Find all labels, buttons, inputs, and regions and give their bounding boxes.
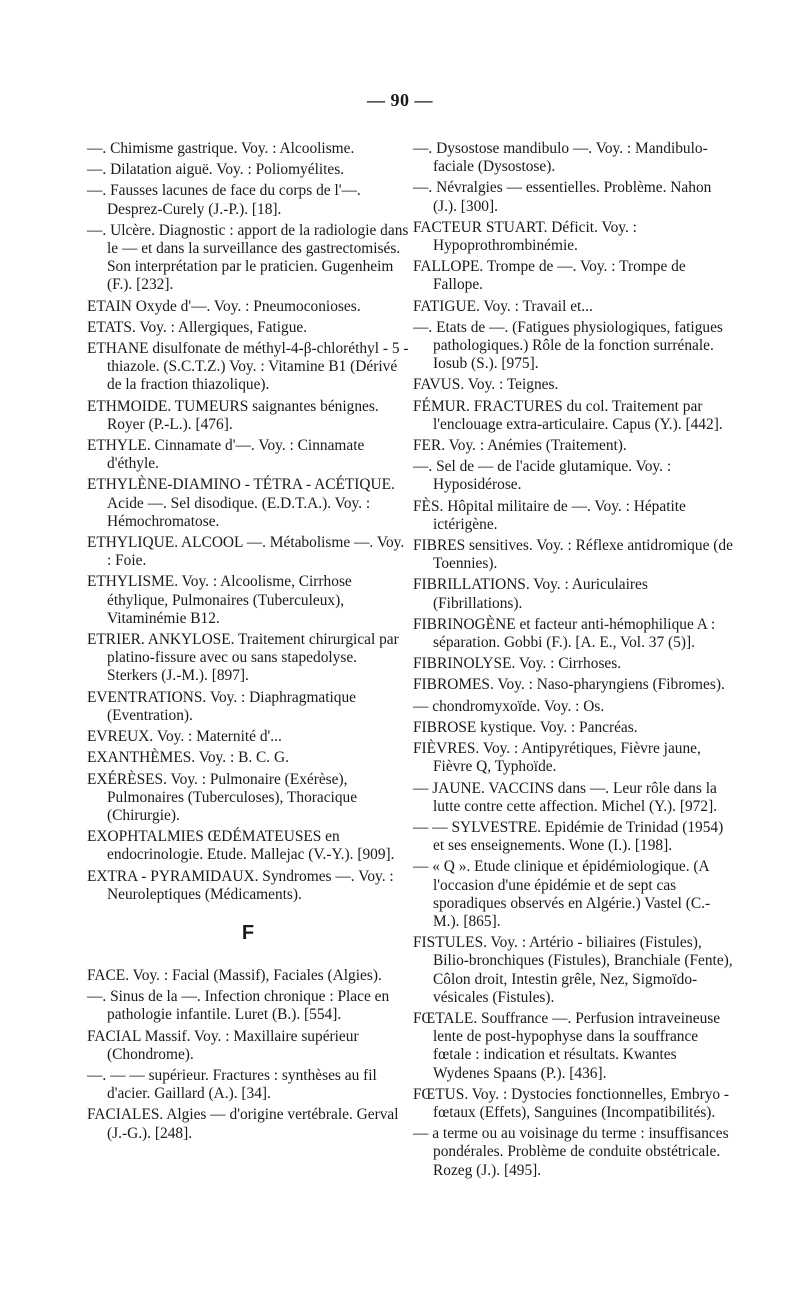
index-entry: FIBRINOGÈNE et facteur anti-hémophilique A : séparation. Gobbi (F.). [A. E., Vol. 37 (5)].: [413, 615, 716, 652]
index-entry: — JAUNE. VACCINS dans —. Leur rôle dans la lutte contre cette affection. Michel (Y.). [972].: [413, 779, 718, 815]
index-entry: ETAIN Oxyde d'—. Voy. : Pneumoconioses.: [87, 297, 361, 315]
index-entry: FIBRINOLYSE. Voy. : Cirrhoses.: [413, 655, 622, 673]
index-entry: ETHANE disulfonate de méthyl-4-β-chloréthyl - 5 - thiazole. (S.C.T.Z.) Voy. : Vitamine B1 (Dérivé de la fraction thiazolique).: [87, 340, 409, 394]
right-entries: [413, 140, 735, 1180]
index-entry: ETRIER. ANKYLOSE. Traitement chirurgical par platino-fissure avec ou sans stapedolyse. Sterkers (J.-M.). [897].: [87, 631, 399, 685]
index-entry: ETATS. Voy. : Allergiques, Fatigue.: [87, 318, 308, 336]
index-entry: ETHYLÈNE-DIAMINO - TÉTRA - ACÉTIQUE. Acide —. Sel disodique. (E.D.T.A.). Voy. : Hémochromatose.: [87, 476, 395, 530]
index-entry: ETHYLE. Cinnamate d'—. Voy. : Cinnamate d'éthyle.: [87, 437, 365, 473]
index-entry: FŒTUS. Voy. : Dystocies fonctionnelles, Embryo - fœtaux (Effets), Sanguines (Incompatibilités).: [413, 1085, 730, 1121]
index-entry: FIBRES sensitives. Voy. : Réflexe antidromique (de Toennies).: [413, 537, 733, 573]
right-column: [413, 140, 735, 1183]
index-entry: —. Fausses lacunes de face du corps de l'—. Desprez-Curely (J.-P.). [18].: [87, 182, 361, 218]
index-entry: FATIGUE. Voy. : Travail et...: [413, 297, 593, 315]
index-entry: FÉMUR. FRACTURES du col. Traitement par l'enclouage extra-articulaire. Capus (Y.). [442].: [413, 397, 723, 433]
index-entry: — chondromyxoïde. Voy. : Os.: [413, 697, 605, 715]
index-entry: FIBROSE kystique. Voy. : Pancréas.: [413, 718, 638, 736]
index-entry: EVREUX. Voy. : Maternité d'...: [87, 728, 282, 746]
index-entry: —. Dilatation aiguë. Voy. : Poliomyélites.: [87, 161, 345, 179]
index-entry: —. Dysostose mandibulo —. Voy. : Mandibulo-faciale (Dysostose).: [413, 140, 708, 176]
index-entry: —. Sel de — de l'acide glutamique. Voy. : Hyposidérose.: [413, 458, 672, 494]
index-entry: EVENTRATIONS. Voy. : Diaphragmatique (Eventration).: [87, 688, 357, 724]
index-entry: EXTRA - PYRAMIDAUX. Syndromes —. Voy. : Neuroleptiques (Médicaments).: [87, 867, 394, 903]
left-entries: [87, 140, 409, 904]
left-f-entries: [87, 967, 409, 1143]
index-entry: ETHYLISME. Voy. : Alcoolisme, Cirrhose éthylique, Pulmonaires (Tuberculeux), Vitaminémie B12.: [87, 573, 352, 627]
index-entry: FACE. Voy. : Facial (Massif), Faciales (Algies).: [87, 966, 382, 984]
index-entry: ETHMOIDE. TUMEURS saignantes bénignes. Royer (P.-L.). [476].: [87, 397, 379, 433]
index-entry: ETHYLIQUE. ALCOOL —. Métabolisme —. Voy. : Foie.: [87, 534, 405, 570]
index-entry: FACTEUR STUART. Déficit. Voy. : Hypoprothrombinémie.: [413, 218, 637, 255]
index-entry: FALLOPE. Trompe de —. Voy. : Trompe de Fallope.: [413, 258, 686, 294]
left-column: [87, 140, 409, 1146]
index-entry: FÈS. Hôpital militaire de —. Voy. : Hépatite ictérigène.: [413, 497, 686, 533]
index-entry: — — SYLVESTRE. Epidémie de Trinidad (1954) et ses enseignements. Wone (I.). [198].: [413, 818, 724, 855]
index-entry: FIÈVRES. Voy. : Antipyrétiques, Fièvre jaune, Fièvre Q, Typhoïde.: [413, 740, 701, 776]
index-entry: — a terme ou au voisinage du terme : insuffisances pondérales. Problème de conduite obstétricale. Rozeg (J.). [495].: [413, 1125, 729, 1179]
index-entry: —. Sinus de la —. Infection chronique : Place en pathologie infantile. Luret (B.). [554].: [87, 988, 390, 1024]
index-entry: FIBRILLATIONS. Voy. : Auriculaires (Fibrillations).: [413, 576, 648, 612]
index-entry: FISTULES. Voy. : Artério - biliaires (Fistules), Bilio-bronchiques (Fistules), Branchiale (Fente), Côlon droit, Intestin grêle, Nez, Sigmoïdo-vésicales (Fistules).: [413, 934, 733, 1006]
index-entry: FIBROMES. Voy. : Naso-pharyngiens (Fibromes).: [413, 676, 725, 694]
index-entry: FŒTALE. Souffrance —. Perfusion intraveineuse lente de post-hypophyse dans la souffrance fœtale : indication et résultats. Kwantes Wydenes Spaans (P.). [436].: [413, 1009, 721, 1082]
index-entry: FAVUS. Voy. : Teignes.: [413, 376, 559, 394]
index-entry: EXÉRÈSES. Voy. : Pulmonaire (Exérèse), Pulmonaires (Tuberculoses), Thoracique (Chirurgie).: [87, 770, 358, 824]
index-entry: FACIALES. Algies — d'origine vertébrale. Gerval (J.-G.). [248].: [87, 1106, 399, 1142]
index-entry: EXANTHÈMES. Voy. : B. C. G.: [87, 749, 289, 767]
section-letter: F: [241, 921, 255, 944]
index-entry: FER. Voy. : Anémies (Traitement).: [413, 437, 627, 455]
index-entry: —. Chimisme gastrique. Voy. : Alcoolisme.: [87, 140, 355, 157]
index-entry: —. Etats de —. (Fatigues physiologiques, fatigues pathologiques.) Rôle de la fonction surrénale. Iosub (S.). [975].: [413, 318, 723, 373]
page-number: — 90 —: [367, 90, 433, 110]
index-entry: —. Ulcère. Diagnostic : apport de la radiologie dans le — et dans la surveillance des gastrectomisés. Son interprétation par le praticien. Gugenheim (F.). [232].: [87, 221, 409, 294]
index-entry: —. Névralgies — essentielles. Problème. Nahon (J.). [300].: [413, 179, 712, 215]
index-entry: —. — — supérieur. Fractures : synthèses au fil d'acier. Gaillard (A.). [34].: [87, 1066, 377, 1103]
index-entry: EXOPHTALMIES ŒDÉMATEUSES en endocrinologie. Etude. Mallejac (V.-Y.). [909].: [87, 828, 395, 864]
index-entry: — « Q ». Etude clinique et épidémiologique. (A l'occasion d'une épidémie et de sept cas sporadiques observés en Algérie.) Vastel (C.-M.). [865].: [413, 858, 711, 930]
index-entry: FACIAL Massif. Voy. : Maxillaire supérieur (Chondrome).: [87, 1027, 359, 1063]
